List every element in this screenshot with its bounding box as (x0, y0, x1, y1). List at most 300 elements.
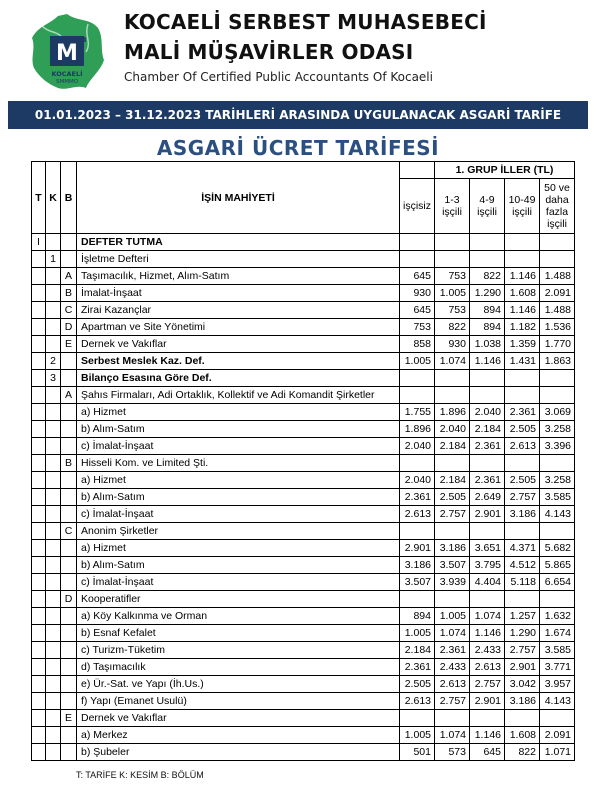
cell-kesim (46, 557, 61, 574)
cell-kesim (46, 438, 61, 455)
cell-tarife (32, 727, 46, 744)
cell-price: 4.404 (470, 574, 505, 591)
cell-price: 3.585 (540, 489, 575, 506)
cell-bolum (61, 676, 77, 693)
cell-price: 930 (435, 336, 470, 353)
cell-bolum: C (61, 523, 77, 540)
cell-price: 3.258 (540, 421, 575, 438)
cell-price (435, 387, 470, 404)
cell-kesim (46, 523, 61, 540)
cell-price: 5.118 (505, 574, 540, 591)
cell-kesim (46, 421, 61, 438)
cell-price: 1.074 (470, 608, 505, 625)
cell-price: 4.143 (540, 506, 575, 523)
cell-bolum (61, 404, 77, 421)
header-col-4: 50 ve daha fazla işçili (540, 179, 575, 234)
table-row (32, 659, 575, 676)
cell-work-description: Bilanço Esasına Göre Def. (77, 370, 400, 387)
cell-kesim (46, 591, 61, 608)
table-row (32, 455, 575, 472)
cell-price: 1.146 (470, 727, 505, 744)
cell-price (505, 710, 540, 727)
table-row (32, 438, 575, 455)
cell-price: 1.074 (435, 625, 470, 642)
table-row (32, 404, 575, 421)
cell-price (435, 370, 470, 387)
cell-kesim (46, 642, 61, 659)
cell-price: 2.361 (470, 472, 505, 489)
cell-work-description: b) Alım-Satım (77, 421, 400, 438)
cell-price: 2.361 (470, 438, 505, 455)
cell-work-description: f) Yapı (Emanet Usulü) (77, 693, 400, 710)
cell-price: 2.361 (400, 659, 435, 676)
cell-price: 753 (400, 319, 435, 336)
cell-kesim (46, 234, 61, 251)
cell-bolum: E (61, 336, 77, 353)
cell-price: 2.757 (505, 489, 540, 506)
header-b: B (61, 162, 77, 234)
cell-work-description: Apartman ve Site Yönetimi (77, 319, 400, 336)
cell-bolum (61, 727, 77, 744)
table-row (32, 370, 575, 387)
cell-price (435, 234, 470, 251)
cell-kesim (46, 285, 61, 302)
cell-price (400, 523, 435, 540)
cell-price: 2.505 (505, 472, 540, 489)
cell-price (400, 591, 435, 608)
cell-work-description: c) İmalat-İnşaat (77, 506, 400, 523)
cell-price: 1.005 (400, 625, 435, 642)
cell-price (540, 370, 575, 387)
cell-price: 1.005 (435, 285, 470, 302)
cell-price: 1.005 (400, 727, 435, 744)
table-row (32, 421, 575, 438)
cell-bolum (61, 370, 77, 387)
cell-price: 5.865 (540, 557, 575, 574)
cell-work-description: Anonim Şirketler (77, 523, 400, 540)
cell-kesim: 1 (46, 251, 61, 268)
cell-work-description: a) Köy Kalkınma ve Orman (77, 608, 400, 625)
table-row (32, 727, 575, 744)
cell-price: 3.186 (435, 540, 470, 557)
table-row (32, 642, 575, 659)
cell-price (470, 251, 505, 268)
cell-price: 5.682 (540, 540, 575, 557)
svg-text:m: m (77, 35, 87, 45)
cell-price: 1.770 (540, 336, 575, 353)
cell-price: 2.613 (435, 676, 470, 693)
cell-price: 753 (435, 268, 470, 285)
cell-kesim (46, 489, 61, 506)
cell-price: 3.258 (540, 472, 575, 489)
cell-tarife (32, 557, 46, 574)
cell-price: 2.613 (400, 693, 435, 710)
cell-work-description: c) İmalat-İnşaat (77, 574, 400, 591)
svg-text:M: M (56, 41, 78, 66)
cell-work-description: İmalat-İnşaat (77, 285, 400, 302)
cell-tarife (32, 438, 46, 455)
cell-price: 2.091 (540, 285, 575, 302)
table-row (32, 693, 575, 710)
cell-kesim: 2 (46, 353, 61, 370)
cell-price (540, 455, 575, 472)
cell-price: 2.757 (435, 506, 470, 523)
cell-price: 3.795 (470, 557, 505, 574)
org-name-english: Chamber Of Certified Public Accountants Of Kocaeli (124, 70, 433, 84)
cell-price (470, 370, 505, 387)
table-row (32, 523, 575, 540)
cell-tarife (32, 387, 46, 404)
cell-tarife (32, 455, 46, 472)
cell-bolum (61, 659, 77, 676)
cell-price: 2.361 (435, 642, 470, 659)
cell-kesim (46, 693, 61, 710)
cell-kesim (46, 404, 61, 421)
cell-kesim (46, 540, 61, 557)
cell-tarife (32, 302, 46, 319)
cell-price: 645 (400, 302, 435, 319)
cell-price (470, 387, 505, 404)
cell-price: 894 (470, 319, 505, 336)
cell-price: 3.507 (400, 574, 435, 591)
svg-text:SMMMO: SMMMO (55, 79, 79, 85)
cell-price: 2.613 (505, 438, 540, 455)
cell-bolum (61, 421, 77, 438)
cell-price (540, 387, 575, 404)
cell-price: 2.613 (400, 506, 435, 523)
header-work: İŞİN MAHİYETİ (77, 162, 400, 234)
cell-price (435, 591, 470, 608)
cell-price: 3.651 (470, 540, 505, 557)
cell-price: 1.359 (505, 336, 540, 353)
header-col-0: işçisiz (400, 179, 435, 234)
cell-bolum (61, 557, 77, 574)
cell-tarife (32, 523, 46, 540)
cell-price: 2.361 (400, 489, 435, 506)
cell-price: 1.182 (505, 319, 540, 336)
cell-bolum: D (61, 591, 77, 608)
cell-price: 2.361 (505, 404, 540, 421)
cell-price: 573 (435, 744, 470, 761)
cell-price (470, 234, 505, 251)
cell-price: 4.512 (505, 557, 540, 574)
cell-price (435, 710, 470, 727)
cell-price: 2.649 (470, 489, 505, 506)
cell-kesim (46, 625, 61, 642)
cell-price: 2.091 (540, 727, 575, 744)
cell-work-description: Hisseli Kom. ve Limited Şti. (77, 455, 400, 472)
cell-kesim (46, 676, 61, 693)
cell-bolum (61, 540, 77, 557)
cell-price: 1.146 (470, 353, 505, 370)
cell-price: 2.505 (505, 421, 540, 438)
cell-bolum: E (61, 710, 77, 727)
cell-price: 3.396 (540, 438, 575, 455)
cell-tarife (32, 251, 46, 268)
cell-tarife: I (32, 234, 46, 251)
cell-price: 3.939 (435, 574, 470, 591)
cell-price (470, 710, 505, 727)
cell-price: 2.040 (400, 438, 435, 455)
cell-price: 2.505 (400, 676, 435, 693)
cell-price (470, 591, 505, 608)
cell-price: 2.433 (435, 659, 470, 676)
cell-price: 3.957 (540, 676, 575, 693)
cell-price (470, 455, 505, 472)
cell-tarife (32, 574, 46, 591)
table-row (32, 574, 575, 591)
cell-price (540, 710, 575, 727)
cell-price (400, 251, 435, 268)
cell-price: 2.901 (470, 506, 505, 523)
table-row (32, 251, 575, 268)
page-title: ASGARİ ÜCRET TARİFESİ (156, 136, 440, 160)
cell-kesim (46, 727, 61, 744)
cell-price: 1.755 (400, 404, 435, 421)
cell-tarife (32, 285, 46, 302)
table-row (32, 591, 575, 608)
cell-kesim (46, 506, 61, 523)
cell-price: 1.257 (505, 608, 540, 625)
cell-work-description: Dernek ve Vakıflar (77, 710, 400, 727)
table-row (32, 744, 575, 761)
cell-kesim (46, 574, 61, 591)
cell-price: 1.074 (435, 727, 470, 744)
cell-price: 894 (470, 302, 505, 319)
cell-price: 1.290 (470, 285, 505, 302)
cell-tarife (32, 421, 46, 438)
cell-tarife (32, 540, 46, 557)
cell-tarife (32, 319, 46, 336)
cell-price: 3.186 (505, 506, 540, 523)
table-row (32, 268, 575, 285)
cell-tarife (32, 404, 46, 421)
cell-tarife (32, 744, 46, 761)
table-row (32, 353, 575, 370)
cell-price: 6.654 (540, 574, 575, 591)
cell-bolum (61, 489, 77, 506)
cell-price: 501 (400, 744, 435, 761)
cell-tarife (32, 676, 46, 693)
cell-tarife (32, 489, 46, 506)
cell-price: 2.184 (435, 472, 470, 489)
cell-price: 1.674 (540, 625, 575, 642)
cell-work-description: b) Alım-Satım (77, 557, 400, 574)
cell-price (505, 387, 540, 404)
cell-tarife (32, 506, 46, 523)
cell-price (435, 523, 470, 540)
cell-price: 1.005 (435, 608, 470, 625)
cell-work-description: b) Şubeler (77, 744, 400, 761)
cell-kesim (46, 608, 61, 625)
cell-price (505, 370, 540, 387)
legend-footer: T: TARİFE K: KESİM B: BÖLÜM (76, 770, 204, 780)
cell-price (505, 591, 540, 608)
table-header-row-1 (32, 162, 575, 179)
cell-price (470, 523, 505, 540)
cell-price: 1.146 (470, 625, 505, 642)
header-col-1: 1-3 işçili (435, 179, 470, 234)
cell-price: 2.613 (470, 659, 505, 676)
cell-price: 1.146 (505, 302, 540, 319)
cell-price: 1.896 (435, 404, 470, 421)
cell-price: 3.069 (540, 404, 575, 421)
cell-kesim (46, 455, 61, 472)
cell-kesim (46, 268, 61, 285)
cell-bolum (61, 506, 77, 523)
table-row (32, 285, 575, 302)
cell-work-description: Serbest Meslek Kaz. Def. (77, 353, 400, 370)
cell-work-description: Şahıs Firmaları, Adi Ortaklık, Kollektif ve Adi Komandit Şirketler (77, 387, 400, 404)
cell-price: 3.771 (540, 659, 575, 676)
cell-price (505, 523, 540, 540)
cell-price (505, 234, 540, 251)
cell-tarife (32, 710, 46, 727)
cell-kesim (46, 336, 61, 353)
header-col-2: 4-9 işçili (470, 179, 505, 234)
cell-price: 1.005 (400, 353, 435, 370)
cell-price (400, 387, 435, 404)
cell-price (540, 234, 575, 251)
cell-price: 2.184 (435, 438, 470, 455)
cell-tarife (32, 693, 46, 710)
table-row (32, 710, 575, 727)
header-t: T (32, 162, 46, 234)
cell-bolum (61, 608, 77, 625)
cell-price (400, 370, 435, 387)
table-row (32, 319, 575, 336)
cell-price: 645 (400, 268, 435, 285)
cell-bolum: B (61, 285, 77, 302)
header-col-3: 10-49 işçili (505, 179, 540, 234)
cell-price (505, 455, 540, 472)
cell-price (505, 251, 540, 268)
table-row (32, 489, 575, 506)
cell-price (540, 251, 575, 268)
cell-work-description: a) Hizmet (77, 472, 400, 489)
cell-price: 858 (400, 336, 435, 353)
cell-work-description: DEFTER TUTMA (77, 234, 400, 251)
document-header (0, 0, 596, 100)
cell-bolum: A (61, 268, 77, 285)
cell-price: 2.040 (435, 421, 470, 438)
svg-text:KOCAELİ: KOCAELİ (51, 70, 83, 78)
table-row (32, 625, 575, 642)
cell-price: 1.536 (540, 319, 575, 336)
cell-bolum: C (61, 302, 77, 319)
cell-price: 1.074 (435, 353, 470, 370)
cell-work-description: a) Merkez (77, 727, 400, 744)
cell-kesim (46, 319, 61, 336)
cell-price: 2.040 (400, 472, 435, 489)
cell-price: 1.071 (540, 744, 575, 761)
cell-price: 753 (435, 302, 470, 319)
cell-price: 1.632 (540, 608, 575, 625)
table-row (32, 472, 575, 489)
cell-price: 1.431 (505, 353, 540, 370)
cell-price (400, 234, 435, 251)
header-empty (400, 162, 435, 179)
cell-kesim (46, 302, 61, 319)
cell-price (400, 455, 435, 472)
cell-price: 3.186 (505, 693, 540, 710)
cell-kesim (46, 387, 61, 404)
cell-price: 4.143 (540, 693, 575, 710)
cell-tarife (32, 642, 46, 659)
cell-work-description: Dernek ve Vakıflar (77, 336, 400, 353)
cell-kesim: 3 (46, 370, 61, 387)
cell-price: 1.863 (540, 353, 575, 370)
cell-price: 645 (470, 744, 505, 761)
cell-work-description: Kooperatifler (77, 591, 400, 608)
cell-kesim (46, 744, 61, 761)
cell-tarife (32, 659, 46, 676)
cell-price: 3.585 (540, 642, 575, 659)
cell-price: 2.757 (470, 676, 505, 693)
cell-price: 1.038 (470, 336, 505, 353)
cell-work-description: b) Esnaf Kefalet (77, 625, 400, 642)
table-row (32, 608, 575, 625)
cell-price: 822 (470, 268, 505, 285)
cell-tarife (32, 608, 46, 625)
header-group: 1. GRUP İLLER (TL) (435, 162, 575, 179)
cell-tarife (32, 472, 46, 489)
cell-tarife (32, 625, 46, 642)
cell-kesim (46, 659, 61, 676)
table-row (32, 387, 575, 404)
cell-work-description: c) İmalat-İnşaat (77, 438, 400, 455)
cell-price: 2.505 (435, 489, 470, 506)
cell-bolum: B (61, 455, 77, 472)
cell-bolum (61, 353, 77, 370)
cell-price: 2.433 (470, 642, 505, 659)
cell-work-description: Taşımacılık, Hizmet, Alım-Satım (77, 268, 400, 285)
cell-bolum (61, 693, 77, 710)
cell-price: 1.608 (505, 727, 540, 744)
cell-kesim (46, 472, 61, 489)
table-row (32, 540, 575, 557)
table-row (32, 506, 575, 523)
cell-price (435, 251, 470, 268)
cell-kesim (46, 710, 61, 727)
cell-price: 3.186 (400, 557, 435, 574)
cell-price: 1.608 (505, 285, 540, 302)
cell-price: 2.901 (505, 659, 540, 676)
table-row (32, 336, 575, 353)
cell-price (540, 591, 575, 608)
cell-price: 822 (505, 744, 540, 761)
cell-price: 1.488 (540, 268, 575, 285)
cell-bolum (61, 472, 77, 489)
cell-price: 930 (400, 285, 435, 302)
cell-bolum (61, 251, 77, 268)
cell-price: 2.184 (400, 642, 435, 659)
cell-price: 1.290 (505, 625, 540, 642)
cell-bolum: A (61, 387, 77, 404)
cell-work-description: b) Alım-Satım (77, 489, 400, 506)
cell-price: 4.371 (505, 540, 540, 557)
header-k: K (46, 162, 61, 234)
cell-tarife (32, 591, 46, 608)
cell-price: 2.901 (470, 693, 505, 710)
cell-bolum (61, 234, 77, 251)
cell-price: 1.146 (505, 268, 540, 285)
date-range-banner: 01.01.2023 – 31.12.2023 TARİHLERİ ARASINDA UYGULANACAK ASGARİ TARİFE (8, 101, 588, 129)
chamber-logo-icon (28, 12, 106, 92)
org-name-line1: KOCAELİ SERBEST MUHASEBECİ (124, 10, 487, 34)
table-row (32, 302, 575, 319)
cell-price: 894 (400, 608, 435, 625)
